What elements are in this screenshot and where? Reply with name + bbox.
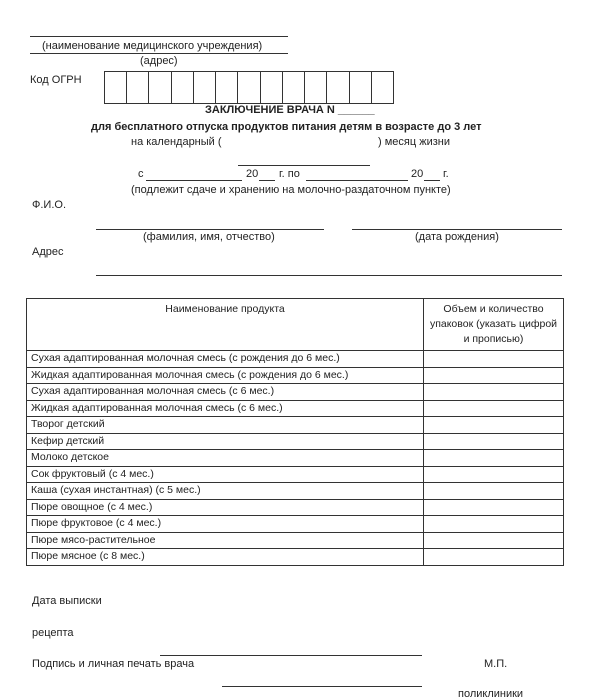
table-row [27,367,564,384]
ogrn-cell[interactable] [350,72,372,103]
product-name-cell: Пюре мясо-растительное [27,532,424,549]
product-name-cell: Жидкая адаптированная молочная смесь (с 6 мес.) [27,400,424,417]
quantity-cell[interactable] [424,417,564,434]
quantity-cell[interactable] [424,483,564,500]
period-from-label: с [138,168,144,180]
document-title: ЗАКЛЮЧЕНИЕ ВРАЧА N ______ [205,104,375,116]
address-line [30,53,288,54]
ogrn-cell[interactable] [327,72,349,103]
institution-caption: (наименование медицинского учреждения) [42,40,263,52]
product-name-cell: Пюре овощное (с 4 мес.) [27,499,424,516]
dob-caption: (дата рождения) [415,231,499,243]
table-row [27,400,564,417]
quantity-cell[interactable] [424,400,564,417]
product-name-cell: Каша (сухая инстантная) (с 5 мес.) [27,483,424,500]
signature-label: Подпись и личная печать врача [32,658,195,670]
period-g-label: г. [443,168,449,180]
ogrn-cell[interactable] [105,72,127,103]
table-row [27,532,564,549]
quantity-cell[interactable] [424,351,564,368]
ogrn-cell[interactable] [127,72,149,103]
quantity-column-header: Объем и количество упаковок (указать цифрой и прописью) [424,299,564,351]
institution-line [30,36,288,37]
product-name-cell: Жидкая адаптированная молочная смесь (с рождения до 6 мес.) [27,367,424,384]
date-line [160,655,422,656]
month-fill-line [238,165,370,166]
table-row [27,450,564,467]
month-label: ) месяц жизни [378,136,450,148]
product-name-cell: Пюре фруктовое (с 4 мес.) [27,516,424,533]
products-table [26,298,564,566]
table-row [27,549,564,566]
ogrn-label: Код ОГРН [30,74,82,86]
product-name-cell: Сок фруктовый (с 4 мес.) [27,466,424,483]
document-subtitle: для бесплатного отпуска продуктов питания детям в возрасте до 3 лет [91,121,482,133]
dob-line [352,229,562,230]
quantity-cell[interactable] [424,367,564,384]
signature-line [222,686,422,687]
quantity-cell[interactable] [424,516,564,533]
period-year-a-line [259,180,275,181]
ogrn-cell[interactable] [261,72,283,103]
quantity-cell[interactable] [424,499,564,516]
stamp-label: М.П. [484,658,508,670]
address-label: Адрес [32,246,64,258]
period-to-line [306,180,408,181]
quantity-cell[interactable] [424,450,564,467]
ogrn-cell[interactable] [194,72,216,103]
table-row [27,466,564,483]
period-by-label: г. по [279,168,300,180]
period-from-line [146,180,242,181]
table-row [27,384,564,401]
table-row [27,417,564,434]
product-name-cell: Сухая адаптированная молочная смесь (с рождения до 6 мес.) [27,351,424,368]
product-column-header: Наименование продукта [27,299,424,351]
address-caption: (адрес) [140,55,178,67]
fio-line [96,229,324,230]
quantity-cell[interactable] [424,433,564,450]
person-address-line [96,275,562,276]
ogrn-cell[interactable] [305,72,327,103]
quantity-cell[interactable] [424,466,564,483]
table-row [27,516,564,533]
table-header-row [27,299,564,351]
issue-date-label: Дата выписки [32,595,102,607]
ogrn-cell[interactable] [283,72,305,103]
period-note: (подлежит сдаче и хранению на молочно-раздаточном пункте) [131,184,451,196]
ogrn-cell[interactable] [149,72,171,103]
ogrn-cell[interactable] [216,72,238,103]
table-row [27,499,564,516]
product-name-cell: Сухая адаптированная молочная смесь (с 6 мес.) [27,384,424,401]
ogrn-cell[interactable] [172,72,194,103]
ogrn-code-grid[interactable] [104,71,394,104]
product-name-cell: Молоко детское [27,450,424,467]
product-rows [27,351,564,566]
table-row [27,351,564,368]
fio-caption: (фамилия, имя, отчество) [143,231,275,243]
quantity-cell[interactable] [424,384,564,401]
ogrn-cell[interactable] [372,72,393,103]
fio-label: Ф.И.О. [32,199,66,211]
clinic-label: поликлиники [458,688,524,700]
period-year-a: 20 [246,168,259,180]
quantity-cell[interactable] [424,532,564,549]
recipe-label: рецепта [32,627,74,639]
calendar-label: на календарный ( [131,136,222,148]
product-name-cell: Творог детский [27,417,424,434]
product-name-cell: Кефир детский [27,433,424,450]
period-year-b: 20 [411,168,424,180]
period-year-b-line [424,180,440,181]
quantity-cell[interactable] [424,549,564,566]
table-row [27,483,564,500]
product-name-cell: Пюре мясное (с 8 мес.) [27,549,424,566]
table-row [27,433,564,450]
ogrn-cell[interactable] [238,72,260,103]
